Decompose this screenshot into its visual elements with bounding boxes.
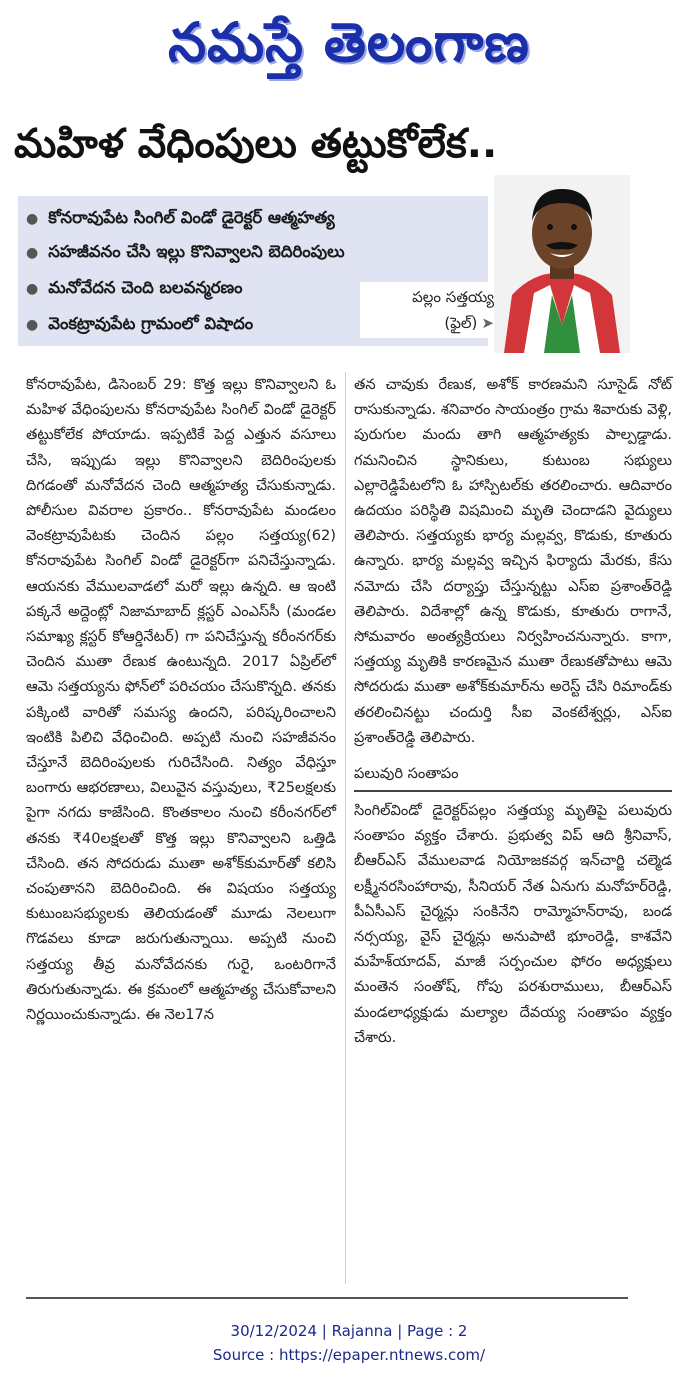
bullet-dot-icon: ●	[26, 317, 39, 333]
bottom-divider	[26, 1297, 628, 1299]
article-column-left	[26, 372, 336, 1027]
article-body-right: తన చావుకు రేణుక, అశోక్ కారణమని సూసైడ్ నోట్ రాసుకున్నాడు. శనివారం సాయంత్రం గ్రామ శివారుకు వెళ్లి, పురుగుల మందు తాగి ఆత్మహత్యకు పాల్పడ్డాడు. గమనించిన స్థానికులు, కుటుంబ సభ్యులు ఎల్లారెడ్డిపేటలోని ఓ హాస్పిటల్‌కు తరలించారు. ఆదివారం ఉదయం పరిస్థితి విషమించి మృతి చెందాడని వైద్యులు తెలిపారు. సత్తయ్యకు భార్య మల్లవ్వ, కొడుకు, కూతురు ఉన్నారు. భార్య మల్లవ్వ ఇచ్చిన ఫిర్యాదు మేరకు, కేసు నమోదు చేసి దర్యాప్తు చేస్తున్నట్టు ఎస్‌ఐ ప్రశాంత్‌రెడ్డి తెలిపారు. విదేశాల్లో ఉన్న కొడుకు, కూతురు రాగానే, సోమవారం అంత్యక్రియలు నిర్వహించనున్నారు. కాగా, సత్తయ్య మృతికి కారణమైన ముతా రేణుకతోపాటు ఆమె సోదరుడు ముతా అశోక్‌కుమార్‌ను అరెస్ట్ చేసి రిమాండ్‌కు తరలించినట్టు చందుర్తి సీఐ వెంకటేశ్వర్లు, ఎస్‌ఐ ప్రశాంత్‌రెడ్డి తెలిపారు.	[354, 376, 672, 746]
condolence-body: సింగిల్‌విండో డైరెక్టర్‌పల్లం సత్తయ్య మృతిపై పలువురు సంతాపం వ్యక్తం చేశారు. ప్రభుత్వ విప్ ఆది శ్రీనివాస్, బీఆర్‌ఎస్ వేములవాడ నియోజకవర్గ ఇన్‌చార్జి చల్మెడ లక్ష్మీనరసింహారావు, సీనియర్ నేత ఏనుగు మనోహర్‌రెడ్డి, పీఏసీఎస్ చైర్మన్లు సంకినేని రామ్మోహన్‌రావు, బండ నర్సయ్య, వైస్ చైర్మన్లు అనుపాటి భూంరెడ్డి, కాశవేని మహేశ్‌యాదవ్, మాజీ సర్పంచుల ఫోరం అధ్యక్షులు మంతెన సంతోష్, గోపు పరశురాములు, బీఆర్‌ఎస్ మండలాధ్యక్షుడు మల్యాల దేవయ్య సంతాపం వ్యక్తం చేశారు.	[354, 802, 672, 1046]
footer-source: Source : https://epaper.ntnews.com/	[212, 1346, 486, 1364]
bullet-item	[26, 202, 335, 234]
headline: మహిళ వేధింపులు తట్టుకోలేక..	[14, 121, 498, 167]
bullet-text: వెంకట్రావుపేట గ్రామంలో విషాదం	[48, 314, 254, 333]
caption-name: పల్లం సత్తయ్య	[412, 288, 494, 306]
portrait-illustration	[494, 175, 630, 353]
caption-tag: (ఫైల్)	[444, 314, 478, 332]
bullet-item	[26, 308, 253, 340]
bullet-text: మనోవేదన చెంది బలవన్మరణం	[48, 278, 243, 297]
footer-date-edition: 30/12/2024 | Rajanna | Page : 2	[230, 1322, 468, 1340]
bullet-dot-icon: ●	[26, 245, 39, 261]
portrait-photo	[494, 175, 630, 353]
masthead-logo: నమస్తే తెలంగాణ	[168, 11, 530, 74]
photo-caption	[360, 282, 498, 338]
subheading: పలువురి సంతాపం	[354, 762, 672, 792]
bullet-dot-icon: ●	[26, 281, 39, 297]
bullet-text: సహజీవనం చేసి ఇల్లు కొనివ్వాలని బెదిరింపులు	[48, 242, 345, 261]
column-divider	[345, 372, 346, 1284]
arrow-right-icon: ➤	[481, 314, 494, 332]
bullet-dot-icon: ●	[26, 211, 39, 227]
article-body-left: కోనరావుపేట, డిసెంబర్ 29: కొత్త ఇల్లు కొనివ్వాలని ఓ మహిళ వేధింపులను కోనరావుపేట సింగిల్ విండో డైరెక్టర్ తట్టుకోలేక పోయాడు. ఇప్పటికే పెద్ద ఎత్తున వసూలు చేసి, ఇప్పుడు ఇల్లు కొనివ్వాలని బెదిరింపులకు దిగడంతో మనోవేదన చెంది ఆత్మహత్య చేసుకున్నాడు. పోలీసుల వివరాల ప్రకారం.. కోనరావుపేట మండలం వెంకట్రావుపేటకు చెందిన పల్లం సత్తయ్య(62) కోనరావుపేట సింగిల్ విండో డైరెక్టర్‌గా పనిచేస్తున్నాడు. ఆయనకు వేములవాడలో మరో ఇల్లు ఉన్నది. ఆ ఇంటి పక్కనే అద్దెంట్లో నిజామాబాద్ క్లస్టర్ ఎంఎస్‌సీ (మండల సమాఖ్య క్లస్టర్ కోఆర్డినేటర్) గా పనిచేస్తున్న కరీంనగర్‌కు చెందిన ముతా రేణుక ఉంటున్నది. 2017 ఏప్రిల్‌లో ఆమె సత్తయ్యను ఫోన్‌లో పరిచయం చేసుకొన్నది. తనకు పక్కింటి వారితో సమస్య ఉందని, పరిష్కరించాలని ఇంటికి పిలిచి వేధించింది. అప్పటి నుంచి సహజీవనం చేస్తూనే బెదిరింపులకు గురిచేసింది. నిత్యం వేధిస్తూ బంగారు ఆభరణాలు, విలువైన వస్తువులు, ₹25లక్షలకు పైగా నగదు కాజేసింది. కొంతకాలం నుంచి కరీంనగర్‌లో తనకు ₹40లక్షలతో కొత్త ఇల్లు కొనివ్వాలని ఒత్తిడి చేసింది. తన సోదరుడు ముతా అశోక్‌కుమార్‌తో కలిసి చంపుతానని బెదిరించింది. ఈ విషయం సత్తయ్య కుటుంబసభ్యులకు తెలియడంతో మూడు నెలలుగా గొడవలు కూడా జరుగుతున్నాయి. అప్పటి నుంచి సత్తయ్య తీవ్ర మనోవేదనకు గురై, ఒంటరిగానే తిరుగుతున్నాడు. ఈ క్రమంలో ఆత్మహత్య చేసుకోవాలని నిర్ణయించుకున్నాడు. ఈ నెల17న	[26, 376, 336, 1024]
bullet-item	[26, 272, 243, 304]
bullet-item	[26, 236, 345, 268]
bullet-text: కోనరావుపేట సింగిల్ విండో డైరెక్టర్ ఆత్మహత్య	[48, 208, 335, 227]
article-column-right	[354, 372, 672, 1050]
